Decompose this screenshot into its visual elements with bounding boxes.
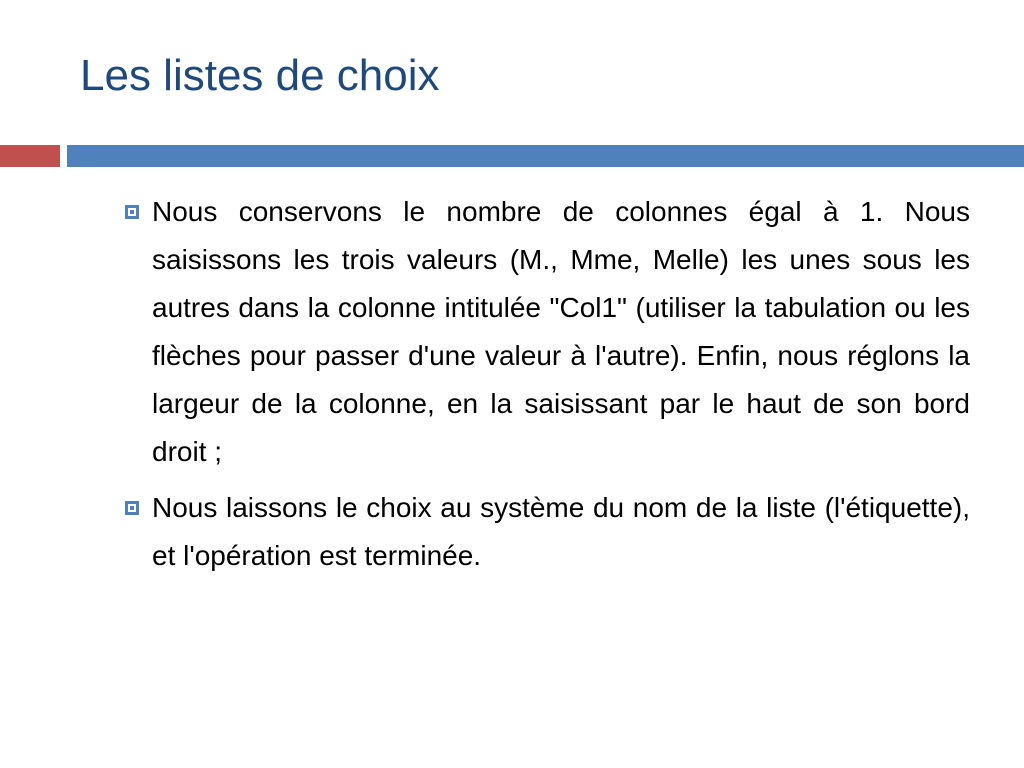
square-bullet-icon <box>125 205 139 219</box>
bullet-item <box>122 188 970 476</box>
slide-title: Les listes de choix <box>80 51 440 100</box>
bullet-text: Nous laissons le choix au système du nom de la liste (l'étiquette), et l'opération est terminée. <box>152 492 970 571</box>
title-rule-accent-right <box>67 145 1024 167</box>
bullet-text: Nous conservons le nombre de colonnes égal à 1. Nous saisissons les trois valeurs (M., Mme, Melle) les unes sous les autres dans la colonne intitulée "Col1" (utiliser la tabulation ou les flèches pour passer d'une valeur à l'autre). Enfin, nous réglons la largeur de la colonne, en la saisissant par le haut de son bord droit ; <box>152 196 970 467</box>
title-rule-accent-left <box>0 145 60 167</box>
bullet-list <box>122 188 970 588</box>
square-bullet-icon <box>125 501 139 515</box>
bullet-item <box>122 484 970 580</box>
